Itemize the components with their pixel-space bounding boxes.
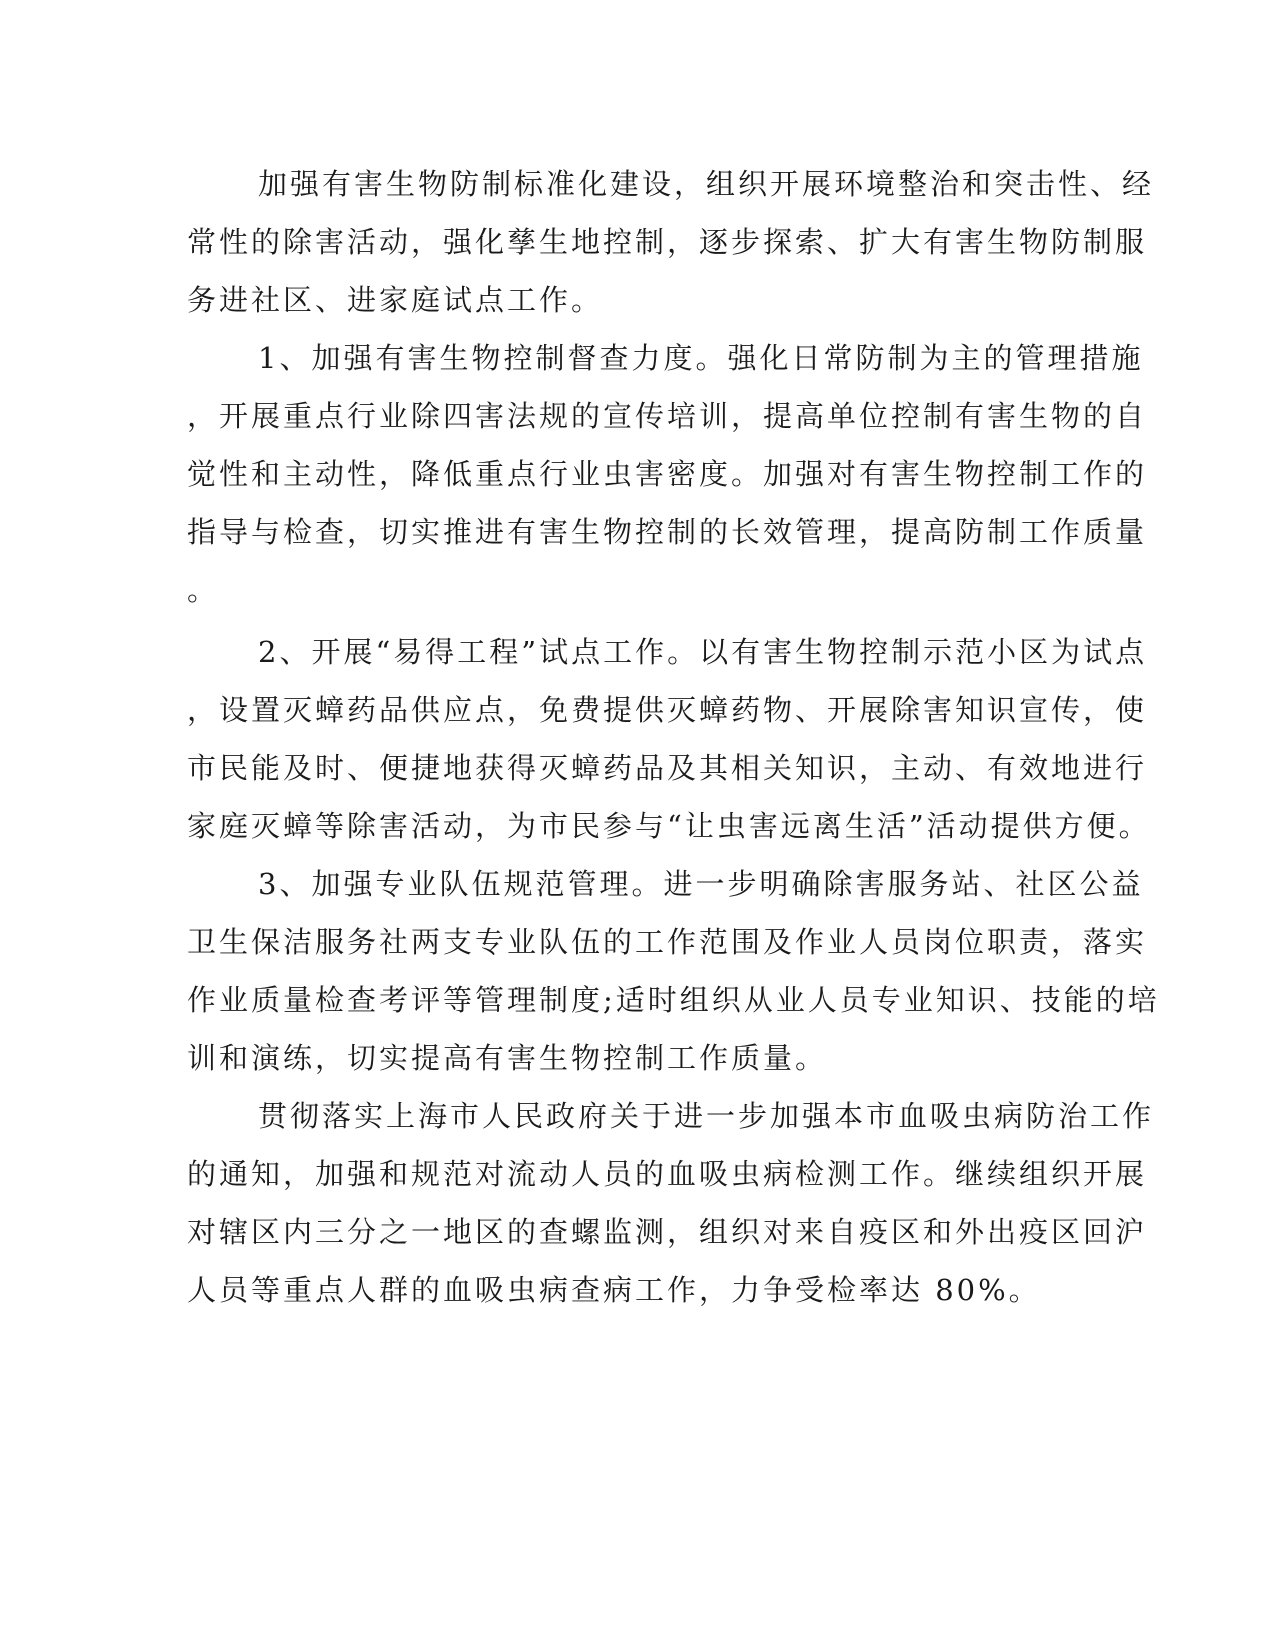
paragraph-3-line-2: ，设置灭蟑药品供应点，免费提供灭蟑药物、开展除害知识宣传，使 <box>187 693 1148 727</box>
paragraph-2-line-5: 。 <box>187 573 220 607</box>
paragraph-4-line-4: 训和演练，切实提高有害生物控制工作质量。 <box>187 1041 828 1075</box>
paragraph-1-line-3: 务进社区、进家庭试点工作。 <box>187 283 604 317</box>
paragraph-5-line-1: 贯彻落实上海市人民政府关于进一步加强本市血吸虫病防治工作 <box>258 1099 1155 1133</box>
paragraph-3-line-1: 2、开展“易得工程”试点工作。以有害生物控制示范小区为试点 <box>258 635 1148 669</box>
paragraph-4-line-2: 卫生保洁服务社两支专业队伍的工作范围及作业人员岗位职责，落实 <box>187 925 1148 959</box>
paragraph-2-line-4: 指导与检查，切实推进有害生物控制的长效管理，提高防制工作质量 <box>187 515 1148 549</box>
paragraph-3-line-4: 家庭灭蟑等除害活动，为市民参与“让虫害远离生活”活动提供方便。 <box>187 809 1151 843</box>
paragraph-1-line-2: 常性的除害活动，强化孳生地控制，逐步探索、扩大有害生物防制服 <box>187 225 1148 259</box>
paragraph-1-line-1: 加强有害生物防制标准化建设，组织开展环境整治和突击性、经 <box>258 167 1155 201</box>
paragraph-4-line-3: 作业质量检查考评等管理制度;适时组织从业人员专业知识、技能的培 <box>187 983 1160 1017</box>
paragraph-3-line-3: 市民能及时、便捷地获得灭蟑药品及其相关知识，主动、有效地进行 <box>187 751 1148 785</box>
paragraph-2-line-1: 1、加强有害生物控制督查力度。强化日常防制为主的管理措施 <box>258 341 1144 375</box>
paragraph-2-line-2: ，开展重点行业除四害法规的宣传培训，提高单位控制有害生物的自 <box>187 399 1148 433</box>
paragraph-4-line-1: 3、加强专业队伍规范管理。进一步明确除害服务站、社区公益 <box>258 867 1144 901</box>
paragraph-5-line-2: 的通知，加强和规范对流动人员的血吸虫病检测工作。继续组织开展 <box>187 1157 1148 1191</box>
paragraph-5-line-4: 人员等重点人群的血吸虫病查病工作，力争受检率达 80%。 <box>187 1273 1041 1307</box>
paragraph-5-line-3: 对辖区内三分之一地区的查螺监测，组织对来自疫区和外出疫区回沪 <box>187 1215 1148 1249</box>
paragraph-2-line-3: 觉性和主动性，降低重点行业虫害密度。加强对有害生物控制工作的 <box>187 457 1148 491</box>
